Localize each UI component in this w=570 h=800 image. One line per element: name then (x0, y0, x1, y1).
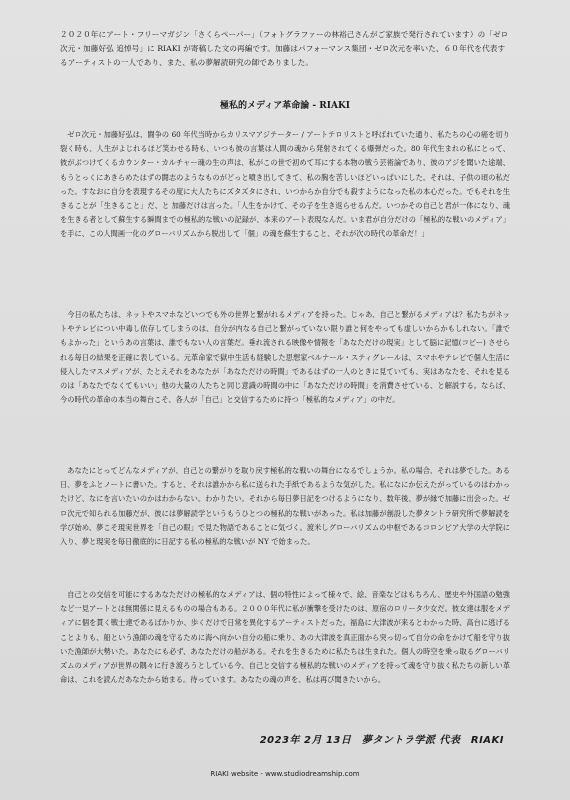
body-paragraph: 自己との交信を可能にするあなただけの極私的なメディアは、個の特性によって様々で、絵、音楽などはもちろん、歴史や外国語の勉強など一見アートとは無関係に見えるものの場合もある。２０００年代に私が衝撃を受けたのは、原宿のロリータ少女だ。彼女達は服をメディアに個を貫く戦士達であるばかりか、歩くだけで日常を異化するアーティストだった。福島に大津波が来るとわかった時、高台に逃げることよりも、船という漁師の魂を守るために海へ向かい自分の船に乗り、あの大津波を真正面から突っ切って自分の命をかけて船を守り抜いた漁師が大勢いた。あなたにも必ず、あなただけの船がある。それを生きるために私たちは生まれた。個人の時空を乗っ取るグローバリズムのメディアが世界の隅々に行き渡ろうとしている今、自己と交信する極私的な戦いのメディアを持って魂を守り抜く私たちの新しい革命は、これを読んだあなたから始まる。待っています。あなたの魂の声を、私は再び聞きたいから。 (60, 590, 510, 685)
intro-paragraph: ２０２０年にアート・フリーマガジン「さくらペーパー」（フォトグラファーの林裕己さんがご家族で発行されています）の「ゼロ次元・加藤好弘 追悼号」に RIAKI が寄稿した文の再編です。加藤はパフォーマンス集団・ゼロ次元を率いた、６０年代を代表するアーティストの一人であり、また、私の夢解読研究の師でありました。 (60, 30, 509, 67)
handwritten-signature: 2023年 2月 13日 夢タントラ学派 代表 RIAKI (259, 735, 504, 746)
body-paragraph: ゼロ次元・加藤好弘は、闘争の 60 年代当時からカリスマアジテーター / アートテロリストと呼ばれていた通り、私たちの心の癌を切り裂く時も、人生がよじれるほど笑わせる時も、いつも彼の言葉は人間の魂から発射されてくる爆弾だった。80 年代生まれの私にとって、彼がぶつけてくるカウンター・カルチャー魂の生の声は、私がこの世で初めて耳にする本物の戦う芸術論であり、彼のアジを聞いた途端、もうとっくにあきらめたはずの闘志のようなものがどっと噴き出してきて、私の胸を苦しいほどいっぱいにした。それは、子供の頃の私だった。すなおに自分を表現するその度に大人たちにズタズタにされ、いつからか自分でも殺すようになった私の本心だった。でもそれを生きることが「生きること」だ、と 加藤だけは言った。「人生をかけて、その子を生き返らせるんだ。いつかその自己と君が一体になり、魂を生きる者として蘇生する瞬間までの極私的な戦いの記録が、本来のアート表現なんだ。いま君が自分だけの「極私的な戦いのメディア」を手に、この人間画一化のグローバリズムから脱出して「個」の魂を蘇生すること、それが次の時代の革命だ！」 (60, 130, 510, 239)
website-footer: RIAKI website - www.studiodreamship.com (210, 770, 360, 778)
article-title: 極私的メディア革命論 - RIAKI (220, 101, 350, 111)
body-paragraph: 今日の私たちは、ネットやスマホなどいつでも外の世界と繋がれるメディアを持った。じゃあ、自己と繋がるメディアは？私たちがネットやテレビについ中毒し依存してしまうのは、自分が内なる自己と繋がっていない限り誰と何をやっても虚しいからかもしれない。「誰でもよかった」というあの言葉は、誰でもない人の言葉だ。垂れ流される映像や情報を「あなただけの現実」として脳に記憶(コピー) させられる毎日の結果を正確に表している。元革命家で獄中生活も経験した思想家ベルナール・スティグレールは、スマホやテレビで個人生活に侵入したマスメディアが、たとえそれをあなたが「あなただけの時間」であるはずの一人のときに見ていても、実はあなたを、それを見るのは「あなたでなくてもいい」他の大量の人たちと同じ意識の時間の中に「あなただけの時間」を消費させている、と解説する。ならば、今の時代の革命の本当の舞台こそ、各人が「自己」と交信するために持つ「極私的なメディア」の中だ。 (60, 310, 510, 405)
body-paragraph: あなたにとってどんなメディアが、自己との繋がりを取り戻す極私的な戦いの舞台になるでしょうか。私の場合、それは夢でした。ある日、夢をふとノートに書いた。すると、それは誰かから私に送られた手紙であるような気がした。私になにか伝えたがっているのはわかったけど、なにを言いたいのかはわからない。わかりたい。それから毎日夢日記をつけるようになり、数年後、夢が縁で加藤に出会った。ゼロ次元で知られる加藤だが、彼には夢解読学というもうひとつの極私的な戦いがあった。私は加藤が創設した夢タントラ研究所で夢解読を学び始め、夢こそ現実世界を「自己の眼」で見た物語であることに気づく。渡米しグローバリズムの中枢であるコロンビア大学の大学院に入り、夢と現実を毎日徹底的に日記する私の極私的な戦いが NY で始まった。 (60, 466, 510, 547)
